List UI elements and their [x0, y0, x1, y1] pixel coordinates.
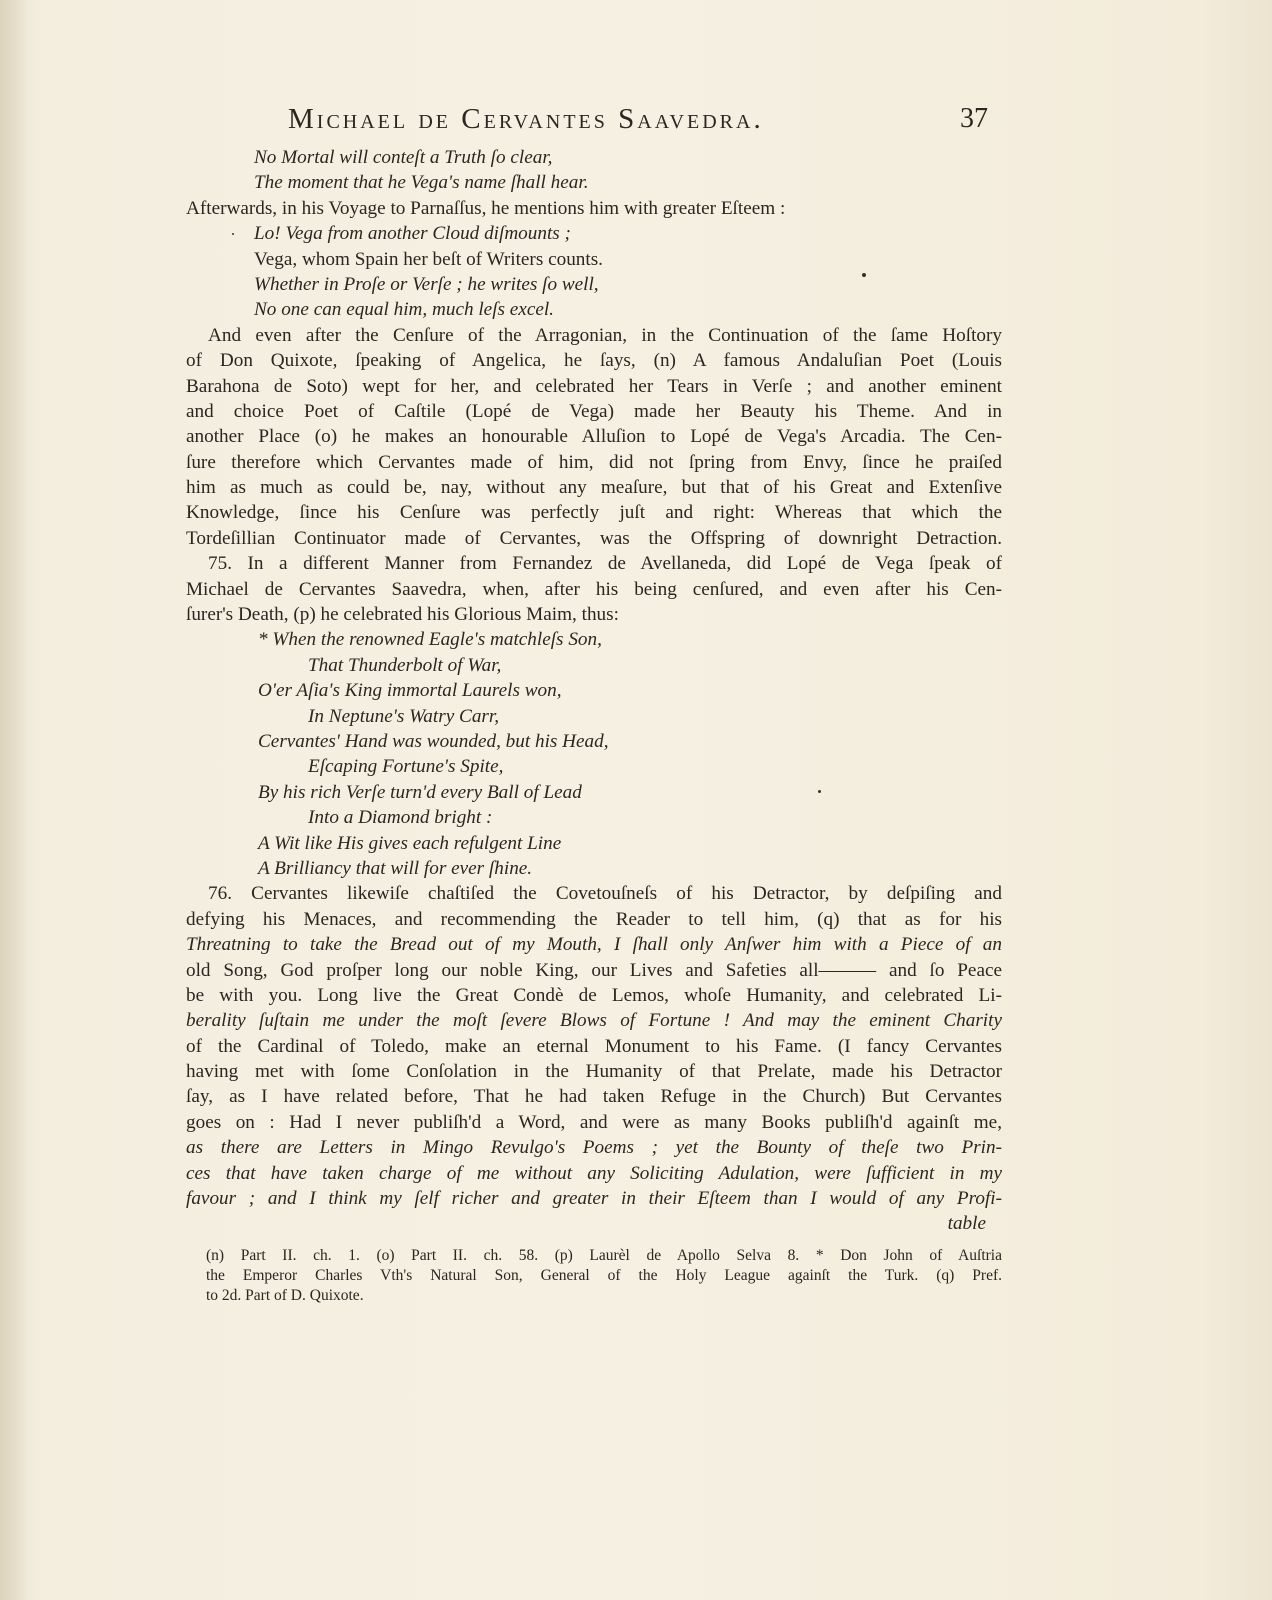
text-line: him as much as could be, nay, without any meaſure, but that of his Great and Extenſive [186, 477, 1002, 499]
text-line: be with you. Long live the Great Condè de Lemos, whoſe Humanity, and celebrated Li- [186, 984, 1002, 1006]
verse-line: In Neptune's Watry Carr, [308, 705, 500, 727]
text-line: Afterwards, in his Voyage to Parnaſſus, he mentions him with greater Eſteem : [186, 197, 786, 219]
ink-speck [232, 233, 234, 235]
verse-line: A Brilliancy that will for ever ſhine. [258, 857, 533, 879]
footnote-line: to 2d. Part of D. Quixote. [206, 1287, 364, 1304]
text-line: and choice Poet of Caſtile (Lopé de Vega) made her Beauty his Theme. And in [186, 400, 1002, 422]
text-line: And even after the Cenſure of the Arragonian, in the Continuation of the ſame Hoſtory [208, 324, 1002, 346]
verse-line: A Wit like His gives each refulgent Line [258, 832, 562, 854]
text-line: Michael de Cervantes Saavedra, when, after his being cenſured, and even after his Cen- [186, 578, 1002, 600]
text-line: favour ; and I think my ſelf richer and greater in their Eſteem than I would of any Profi- [186, 1188, 1002, 1210]
verse-line: Whether in Proſe or Verſe ; he writes ſo well, [254, 273, 599, 295]
catchword: table [947, 1213, 986, 1235]
text-line: Barahona de Soto) wept for her, and celebrated her Tears in Verſe ; and another eminent [186, 375, 1002, 397]
page-fold-shadow [0, 0, 28, 1600]
text-line: defying his Menaces, and recommending the Reader to tell him, (q) that as for his [186, 908, 1002, 930]
page-number: 37 [960, 103, 988, 134]
text-line: Threatning to take the Bread out of my Mouth, I ſhall only Anſwer him with a Piece of an [186, 934, 1002, 956]
verse-line: Cervantes' Hand was wounded, but his Head, [258, 730, 609, 752]
verse-line: The moment that he Vega's name ſhall hear. [254, 172, 589, 194]
text-line: 75. In a different Manner from Fernandez de Avellaneda, did Lopé de Vega ſpeak of [208, 553, 1002, 575]
text-line: ſay, as I have related before, That he had taken Refuge in the Church) But Cervantes [186, 1086, 1002, 1108]
text-line: old Song, God proſper long our noble King, our Lives and Safeties all——— and ſo Peace [186, 959, 1002, 981]
text-line: of the Cardinal of Toledo, make an eternal Monument to his Fame. (I fancy Cervantes [186, 1035, 1002, 1057]
running-title: Michael de Cervantes Saavedra. [288, 103, 764, 135]
text-line: ſure therefore which Cervantes made of him, did not ſpring from Envy, ſince he praiſed [186, 451, 1002, 473]
text-line: ſurer's Death, (p) he celebrated his Glorious Maim, thus: [186, 604, 619, 626]
text-line: ces that have taken charge of me without any Soliciting Adulation, were ſufficient in my [186, 1162, 1002, 1184]
verse-line: Lo! Vega from another Cloud diſmounts ; [254, 223, 571, 245]
text-line: Knowledge, ſince his Cenſure was perfectly juſt and right: Whereas that which the [186, 502, 1002, 524]
verse-line: Eſcaping Fortune's Spite, [308, 756, 504, 778]
verse-line: No one can equal him, much leſs excel. [254, 299, 554, 321]
footnotes [206, 1246, 1002, 1306]
text-line: 76. Cervantes likewiſe chaſtiſed the Covetouſneſs of his Detractor, by deſpiſing and [208, 883, 1002, 905]
text-line: as there are Letters in Mingo Revulgo's Poems ; yet the Bounty of theſe two Prin- [186, 1137, 1002, 1159]
verse-line: Vega, whom Spain her beſt of Writers counts. [254, 248, 603, 270]
ink-speck [818, 790, 821, 793]
text-line: Tordeſillian Continuator made of Cervantes, was the Offspring of downright Detraction. [186, 527, 1002, 549]
footnote-line: the Emperor Charles Vth's Natural Son, General of the Holy League againſt the Turk. (q) Pref. [206, 1267, 1002, 1284]
footnote-line: (n) Part II. ch. 1. (o) Part II. ch. 58. (p) Laurèl de Apollo Selva 8. * Don John of Auſtria [206, 1247, 1002, 1264]
text-line: another Place (o) he makes an honourable Alluſion to Lopé de Vega's Arcadia. The Cen- [186, 426, 1002, 448]
ink-speck [862, 273, 866, 277]
verse-line: * When the renowned Eagle's matchleſs Son, [258, 629, 602, 651]
text-line: having met with ſome Conſolation in the Humanity of that Prelate, made his Detractor [186, 1061, 1002, 1083]
page-header [288, 103, 988, 139]
text-line: of Don Quixote, ſpeaking of Angelica, he ſays, (n) A famous Andaluſian Poet (Louis [186, 350, 1002, 372]
verse-line: O'er Aſia's King immortal Laurels won, [258, 680, 562, 702]
verse-line: By his rich Verſe turn'd every Ball of Lead [258, 781, 582, 803]
text-line: berality ſuſtain me under the moſt ſevere Blows of Fortune ! And may the eminent Charity [186, 1010, 1002, 1032]
verse-line: That Thunderbolt of War, [308, 654, 502, 676]
body-text [186, 145, 1002, 1237]
verse-line: Into a Diamond bright : [308, 807, 493, 829]
text-line: goes on : Had I never publiſh'd a Word, and were as many Books publiſh'd againſt me, [186, 1111, 1002, 1133]
verse-line: No Mortal will conteſt a Truth ſo clear, [254, 147, 553, 168]
